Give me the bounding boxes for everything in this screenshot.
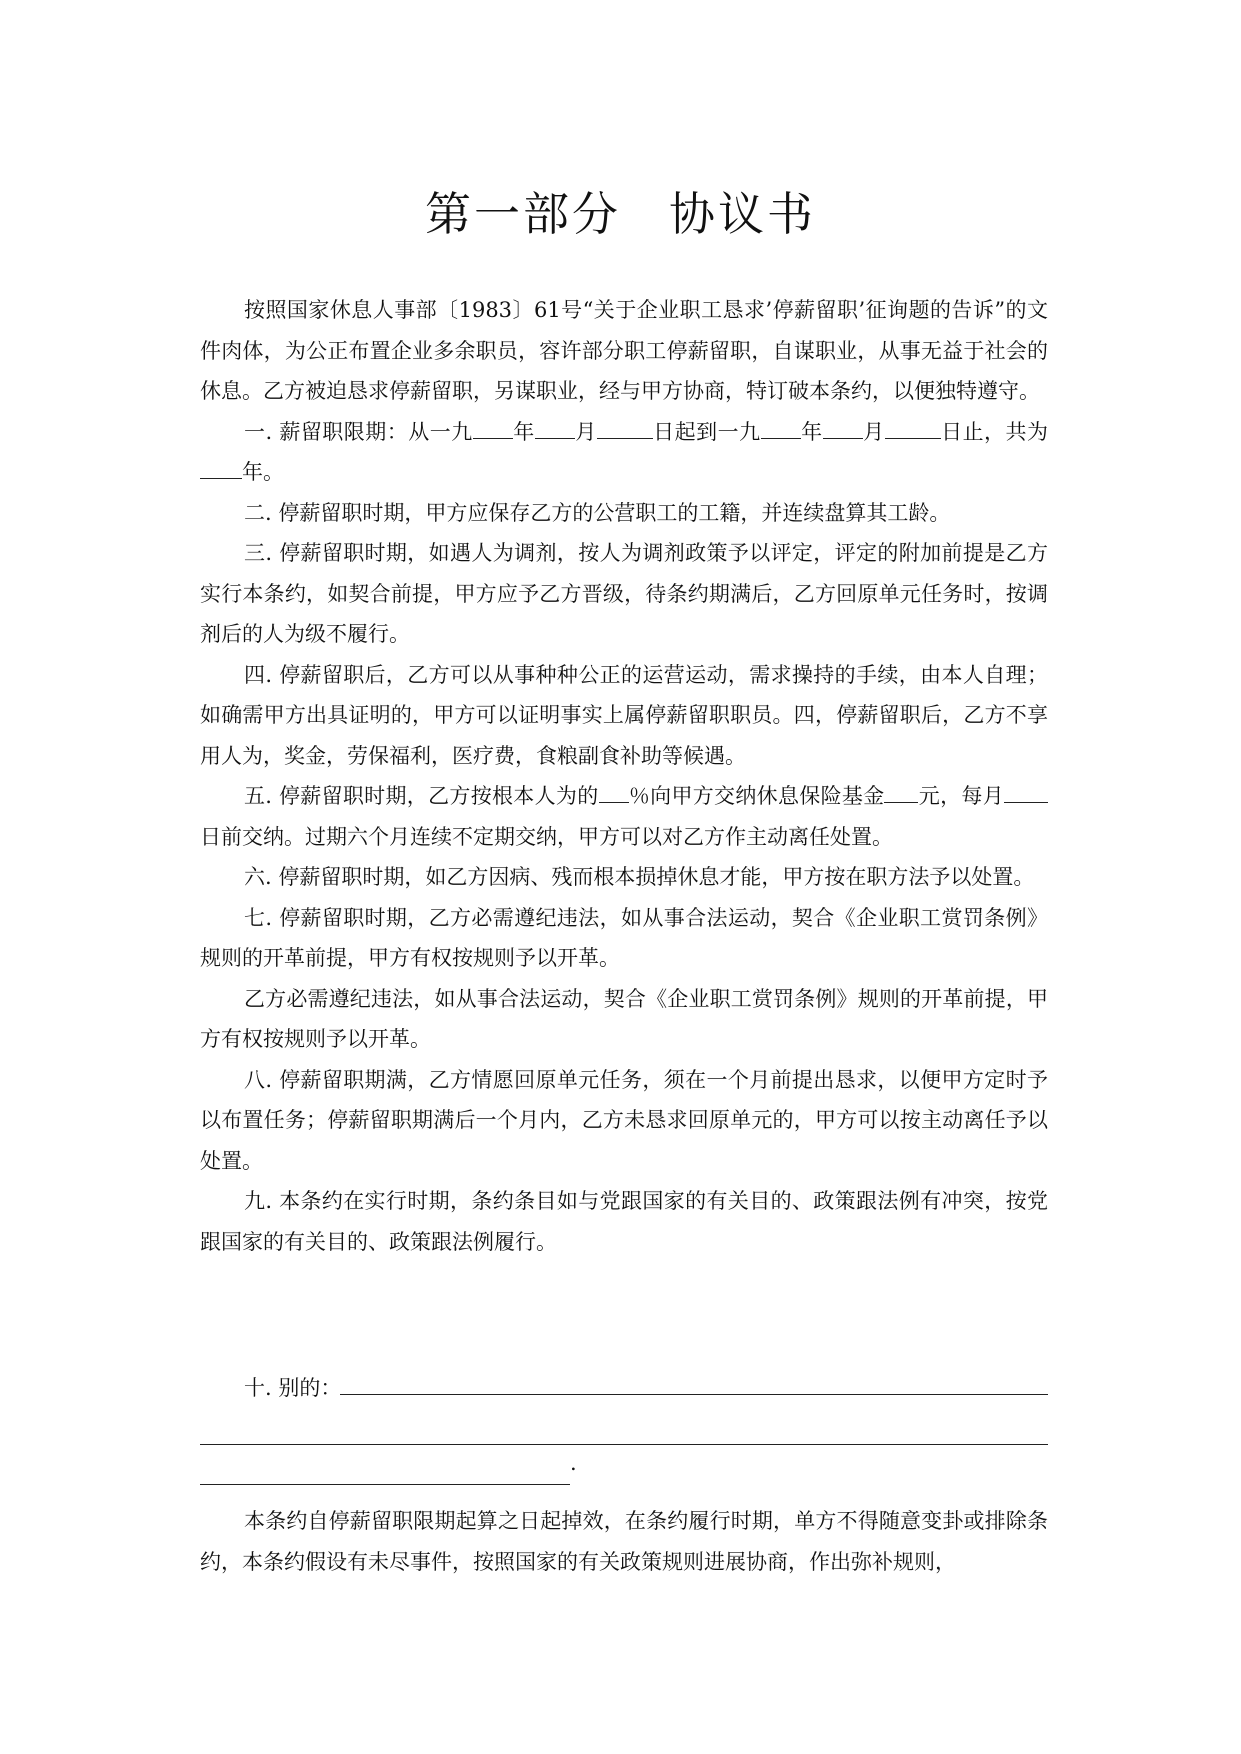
intro-paragraph: 按照国家休息人事部〔1983〕61号“关于企业职工恳求’停薪留职’征询题的告诉”的文件肉体，为公正布置企业多余职员，容许部分职工停薪留职，自谋职业，从事无益于社会的休息。乙方被迫恳求停薪留职，另谋职业，经与甲方协商，特订破本条约，以便独特遵守。 — [200, 298, 1048, 403]
clause-1-text: 年。 — [242, 460, 284, 484]
title-part: 第一部分 — [425, 187, 621, 241]
clause-1 — [200, 412, 1048, 493]
blank-day-end — [885, 416, 941, 439]
clause-8: 八. 停薪留职期满，乙方情愿回原单元任务，须在一个月前提出恳求，以便甲方定时予以布置任务；停薪留职期满后一个月内，乙方未恳求回原单元的，甲方可以按主动离任予以处置。 — [200, 1067, 1048, 1173]
document-body — [200, 290, 1048, 1262]
clause-1-text: 一. 薪留职限期：从一九 — [244, 419, 473, 444]
clause-5-text: 五. 停薪留职时期，乙方按根本人为的 — [244, 784, 599, 808]
clause-5-text: ％向甲方交纳休息保险基金 — [628, 784, 885, 808]
blank-amount — [884, 780, 918, 803]
closing-section — [200, 1501, 1048, 1582]
clause-10-rule-1 — [340, 1394, 1048, 1395]
clause-1-text: 月 — [574, 419, 597, 444]
title-name: 协议书 — [669, 187, 816, 241]
document-title — [0, 178, 1241, 244]
blank-day-of-month-cont — [1026, 780, 1048, 803]
clause-2: 二. 停薪留职时期，甲方应保存乙方的公营职工的工籍，并连续盘算其工龄。 — [244, 500, 951, 525]
clause-1-text: 年 — [800, 419, 823, 444]
clause-7-supplement: 乙方必需遵纪违法，如从事合法运动，契合《企业职工赏罚条例》规则的开革前提，甲方有权按规则予以开革。 — [200, 986, 1048, 1051]
clause-10-label: 十. 别的： — [244, 1376, 342, 1400]
clause-1-text: 日起到一九 — [652, 419, 761, 444]
clause-1-text: 日止，共为 — [940, 419, 1049, 444]
blank-day-of-month — [1004, 780, 1026, 803]
clause-10-rule-2 — [200, 1444, 1048, 1445]
clause-1-text: 年 — [512, 419, 535, 444]
closing-paragraph: 本条约自停薪留职限期起算之日起掉效，在条约履行时期，单方不得随意变卦或排除条约，本条约假设有未尽事件，按照国家的有关政策规则进展协商，作出弥补规则， — [200, 1509, 1048, 1574]
clause-5 — [200, 776, 1048, 857]
clause-6: 六. 停薪留职时期，如乙方因病、残而根本损掉休息才能，甲方按在职方法予以处置。 — [244, 865, 1035, 889]
clause-4: 四. 停薪留职后，乙方可以从事种种公正的运营运动，需求操持的手续，由本人自理；如确需甲方出具证明的，甲方可以证明事实上属停薪留职职员。四，停薪留职后，乙方不享用人为，奖金，劳保福利，医疗费，食粮副食补助等候遇。 — [200, 662, 1048, 768]
clause-10-end: . — [570, 1451, 577, 1475]
clause-5-text: 元，每月 — [918, 784, 1005, 808]
blank-month-end — [823, 416, 863, 439]
blank-year-start — [473, 416, 513, 439]
clause-3: 三. 停薪留职时期，如遇人为调剂，按人为调剂政策予以评定，评定的附加前提是乙方实行本条约，如契合前提，甲方应予乙方晋级，待条约期满后，乙方回原单元任务时，按调剂后的人为级不履行。 — [200, 541, 1048, 646]
clause-7: 七. 停薪留职时期，乙方必需遵纪违法，如从事合法运动，契合《企业职工赏罚条例》规则的开革前提，甲方有权按规则予以开革。 — [200, 905, 1048, 970]
blank-month-start — [535, 416, 575, 439]
clause-9: 九. 本条约在实行时期，条约条目如与党跟国家的有关目的、政策跟法例有冲突，按党跟国家的有关目的、政策跟法例履行。 — [200, 1189, 1048, 1254]
blank-year-end — [761, 416, 801, 439]
clause-5-text: 日前交纳。过期六个月连续不定期交纳，甲方可以对乙方作主动离任处置。 — [200, 824, 893, 849]
blank-day-start — [597, 416, 653, 439]
blank-years-total — [200, 456, 242, 479]
clause-1-text: 月 — [862, 419, 885, 444]
clause-10-rule-3 — [200, 1484, 570, 1485]
blank-percent — [599, 780, 629, 803]
